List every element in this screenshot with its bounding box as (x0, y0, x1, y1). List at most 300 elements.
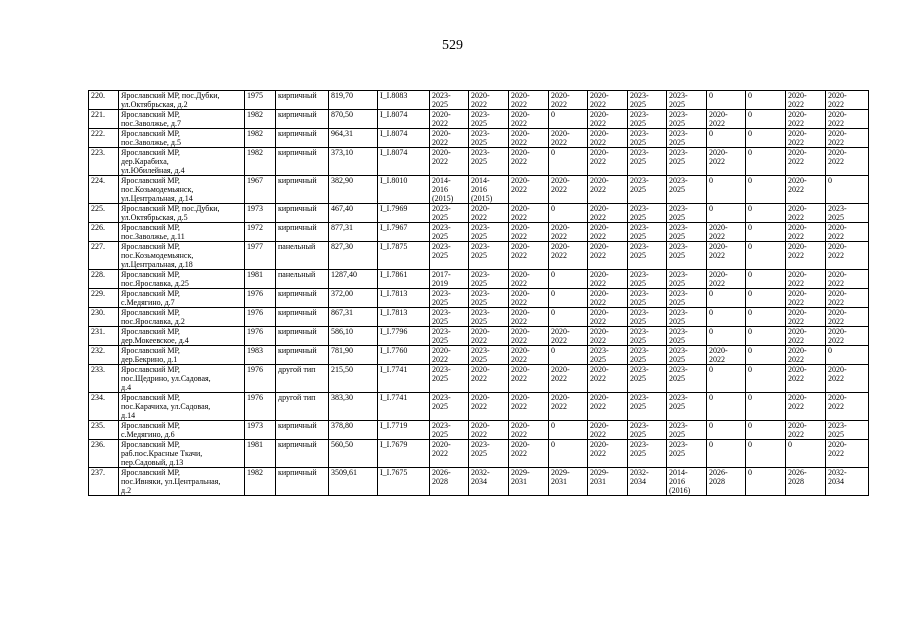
cell-period-8: 0 (707, 129, 746, 148)
page-number: 529 (442, 38, 463, 53)
cell-period-8: 2026- 2028 (707, 468, 746, 496)
cell-period-6: 2023- 2025 (628, 289, 667, 308)
cell-total-area: 560,50 (329, 440, 378, 468)
cell-period-3: 2020- 2022 (509, 223, 549, 242)
cell-period-11: 2020- 2022 (826, 223, 869, 242)
cell-period-9: 0 (746, 421, 786, 440)
cell-period-8: 2020- 2022 (707, 270, 746, 289)
cell-period-6: 2023- 2025 (628, 327, 667, 346)
cell-period-2: 2020- 2022 (469, 204, 509, 223)
cell-period-4: 2020- 2022 (549, 327, 588, 346)
cell-period-5: 2020- 2022 (588, 289, 628, 308)
cell-address: Ярославский МР, пос.Ярославка, д.2 (119, 308, 245, 327)
cell-wall-material: кирпичный (276, 308, 329, 327)
cell-period-1: 2023- 2025 (430, 289, 469, 308)
cell-period-2: 2023- 2025 (469, 242, 509, 270)
cell-year-built: 1976 (245, 327, 276, 346)
cell-period-1: 2020- 2022 (430, 440, 469, 468)
cell-address: Ярославский МР, дер.Карабиха, ул.Юбилейная, д.4 (119, 148, 245, 176)
cell-period-4: 2020- 2022 (549, 91, 588, 110)
cell-period-8: 0 (707, 440, 746, 468)
cell-period-11: 2020- 2022 (826, 148, 869, 176)
cell-period-2: 2020- 2022 (469, 365, 509, 393)
cell-period-10: 2020- 2022 (786, 270, 826, 289)
cell-period-7: 2023- 2025 (667, 110, 707, 129)
cell-period-6: 2023- 2025 (628, 421, 667, 440)
cell-period-7: 2023- 2025 (667, 148, 707, 176)
cell-period-8: 2020- 2022 (707, 242, 746, 270)
cell-period-7: 2023- 2025 (667, 393, 707, 421)
cell-period-10: 2020- 2022 (786, 204, 826, 223)
cell-wall-material: кирпичный (276, 129, 329, 148)
cell-year-built: 1976 (245, 289, 276, 308)
cell-period-11: 2020- 2022 (826, 91, 869, 110)
cell-period-8: 0 (707, 289, 746, 308)
cell-period-9: 0 (746, 176, 786, 204)
cell-period-3: 2020- 2022 (509, 289, 549, 308)
cell-object-code: I_I.7861 (378, 270, 430, 289)
cell-period-2: 2023- 2025 (469, 346, 509, 365)
cell-period-6: 2023- 2025 (628, 346, 667, 365)
cell-period-4: 2020- 2022 (549, 393, 588, 421)
cell-period-10: 2020- 2022 (786, 223, 826, 242)
cell-row-number: 229. (89, 289, 119, 308)
cell-period-8: 2020- 2022 (707, 110, 746, 129)
cell-period-1: 2023- 2025 (430, 204, 469, 223)
cell-wall-material: кирпичный (276, 327, 329, 346)
cell-object-code: I_I.8074 (378, 110, 430, 129)
cell-period-2: 2023- 2025 (469, 223, 509, 242)
table-row (89, 270, 869, 289)
cell-total-area: 215,50 (329, 365, 378, 393)
cell-row-number: 220. (89, 91, 119, 110)
table-row (89, 204, 869, 223)
cell-period-11: 2020- 2022 (826, 110, 869, 129)
cell-period-1: 2023- 2025 (430, 421, 469, 440)
cell-period-2: 2020- 2022 (469, 91, 509, 110)
cell-period-7: 2023- 2025 (667, 346, 707, 365)
table-row (89, 468, 869, 496)
cell-total-area: 467,40 (329, 204, 378, 223)
cell-wall-material: кирпичный (276, 110, 329, 129)
cell-period-5: 2020- 2022 (588, 440, 628, 468)
cell-period-11: 2020- 2022 (826, 327, 869, 346)
cell-period-5: 2023- 2025 (588, 346, 628, 365)
cell-period-3: 2020- 2022 (509, 148, 549, 176)
cell-period-11: 0 (826, 346, 869, 365)
cell-address: Ярославский МР, пос.Заволжье, д.5 (119, 129, 245, 148)
cell-period-10: 2020- 2022 (786, 289, 826, 308)
cell-year-built: 1976 (245, 393, 276, 421)
cell-period-2: 2020- 2022 (469, 327, 509, 346)
cell-total-area: 1287,40 (329, 270, 378, 289)
cell-period-9: 0 (746, 327, 786, 346)
table-row (89, 327, 869, 346)
cell-period-3: 2020- 2022 (509, 346, 549, 365)
cell-period-2: 2023- 2025 (469, 110, 509, 129)
cell-period-4: 0 (549, 270, 588, 289)
cell-period-1: 2023- 2025 (430, 242, 469, 270)
cell-period-9: 0 (746, 129, 786, 148)
cell-period-5: 2020- 2022 (588, 308, 628, 327)
cell-period-6: 2023- 2025 (628, 176, 667, 204)
cell-period-9: 0 (746, 289, 786, 308)
cell-period-8: 0 (707, 308, 746, 327)
cell-year-built: 1982 (245, 110, 276, 129)
cell-row-number: 232. (89, 346, 119, 365)
cell-period-9: 0 (746, 468, 786, 496)
cell-period-3: 2020- 2022 (509, 270, 549, 289)
cell-period-9: 0 (746, 148, 786, 176)
cell-period-11: 2020- 2022 (826, 393, 869, 421)
cell-address: Ярославский МР, пос.Дубки, ул.Октябрьская, д.2 (119, 91, 245, 110)
cell-total-area: 877,31 (329, 223, 378, 242)
cell-period-3: 2020- 2022 (509, 308, 549, 327)
cell-wall-material: кирпичный (276, 176, 329, 204)
table-row (89, 242, 869, 270)
cell-total-area: 372,00 (329, 289, 378, 308)
cell-wall-material: кирпичный (276, 346, 329, 365)
cell-period-6: 2032- 2034 (628, 468, 667, 496)
cell-period-7: 2023- 2025 (667, 176, 707, 204)
cell-period-10: 2020- 2022 (786, 327, 826, 346)
cell-object-code: I_I.7875 (378, 242, 430, 270)
cell-address: Ярославский МР, пос.Заволжье, д.7 (119, 110, 245, 129)
cell-object-code: I_I.8010 (378, 176, 430, 204)
cell-period-6: 2023- 2025 (628, 91, 667, 110)
cell-period-1: 2020- 2022 (430, 346, 469, 365)
cell-period-11: 2023- 2025 (826, 204, 869, 223)
cell-period-10: 2020- 2022 (786, 242, 826, 270)
cell-wall-material: кирпичный (276, 204, 329, 223)
cell-period-3: 2020- 2022 (509, 327, 549, 346)
table-row (89, 421, 869, 440)
cell-period-5: 2020- 2022 (588, 393, 628, 421)
cell-period-6: 2023- 2025 (628, 204, 667, 223)
cell-period-7: 2023- 2025 (667, 365, 707, 393)
cell-object-code: I_I.7813 (378, 308, 430, 327)
cell-period-8: 0 (707, 204, 746, 223)
table-row (89, 110, 869, 129)
cell-period-5: 2020- 2022 (588, 110, 628, 129)
cell-total-area: 383,30 (329, 393, 378, 421)
cell-address: Ярославский МР, пос.Заволжье, д.11 (119, 223, 245, 242)
cell-period-3: 2020- 2022 (509, 365, 549, 393)
table-row (89, 393, 869, 421)
table-row (89, 365, 869, 393)
cell-year-built: 1983 (245, 346, 276, 365)
cell-period-1: 2020- 2022 (430, 148, 469, 176)
table-row (89, 148, 869, 176)
cell-total-area: 867,31 (329, 308, 378, 327)
cell-period-7: 2023- 2025 (667, 242, 707, 270)
cell-period-3: 2020- 2022 (509, 242, 549, 270)
cell-period-3: 2020- 2022 (509, 91, 549, 110)
cell-period-4: 2020- 2022 (549, 129, 588, 148)
cell-period-9: 0 (746, 346, 786, 365)
cell-period-2: 2023- 2025 (469, 289, 509, 308)
cell-year-built: 1972 (245, 223, 276, 242)
cell-period-11: 2020- 2022 (826, 242, 869, 270)
cell-period-7: 2023- 2025 (667, 270, 707, 289)
cell-period-9: 0 (746, 91, 786, 110)
cell-period-10: 2020- 2022 (786, 421, 826, 440)
cell-period-6: 2023- 2025 (628, 110, 667, 129)
cell-period-7: 2023- 2025 (667, 129, 707, 148)
cell-object-code: I_I.7675 (378, 468, 430, 496)
cell-period-7: 2023- 2025 (667, 440, 707, 468)
cell-row-number: 233. (89, 365, 119, 393)
cell-year-built: 1977 (245, 242, 276, 270)
cell-period-5: 2020- 2022 (588, 176, 628, 204)
cell-period-2: 2032- 2034 (469, 468, 509, 496)
cell-wall-material: другой тип (276, 393, 329, 421)
cell-total-area: 870,50 (329, 110, 378, 129)
cell-period-3: 2020- 2022 (509, 176, 549, 204)
cell-object-code: I_I.8083 (378, 91, 430, 110)
cell-period-8: 2020- 2022 (707, 148, 746, 176)
cell-period-5: 2020- 2022 (588, 242, 628, 270)
cell-period-1: 2017- 2019 (430, 270, 469, 289)
cell-period-10: 2020- 2022 (786, 346, 826, 365)
cell-address: Ярославский МР, дер.Мокеевское, д.4 (119, 327, 245, 346)
cell-period-3: 2029- 2031 (509, 468, 549, 496)
cell-period-2: 2020- 2022 (469, 393, 509, 421)
cell-period-9: 0 (746, 440, 786, 468)
cell-total-area: 964,31 (329, 129, 378, 148)
cell-period-1: 2023- 2025 (430, 308, 469, 327)
cell-period-10: 2020- 2022 (786, 308, 826, 327)
cell-year-built: 1973 (245, 421, 276, 440)
cell-period-7: 2023- 2025 (667, 204, 707, 223)
cell-row-number: 225. (89, 204, 119, 223)
cell-period-1: 2023- 2025 (430, 91, 469, 110)
cell-wall-material: кирпичный (276, 421, 329, 440)
cell-period-10: 2020- 2022 (786, 393, 826, 421)
cell-year-built: 1976 (245, 365, 276, 393)
cell-object-code: I_I.7741 (378, 393, 430, 421)
cell-year-built: 1982 (245, 129, 276, 148)
table-row (89, 176, 869, 204)
cell-period-9: 0 (746, 393, 786, 421)
cell-period-11: 2020- 2022 (826, 289, 869, 308)
cell-row-number: 228. (89, 270, 119, 289)
cell-period-4: 0 (549, 308, 588, 327)
cell-wall-material: другой тип (276, 365, 329, 393)
cell-period-2: 2023- 2025 (469, 270, 509, 289)
cell-period-2: 2023- 2025 (469, 129, 509, 148)
cell-total-area: 827,30 (329, 242, 378, 270)
cell-address: Ярославский МР, пос.Дубки, ул.Октябрьская, д.5 (119, 204, 245, 223)
cell-total-area: 382,90 (329, 176, 378, 204)
cell-period-5: 2020- 2022 (588, 129, 628, 148)
cell-period-11: 2020- 2022 (826, 270, 869, 289)
cell-row-number: 224. (89, 176, 119, 204)
housing-register-table (88, 90, 869, 496)
cell-period-4: 0 (549, 421, 588, 440)
cell-period-9: 0 (746, 242, 786, 270)
cell-period-4: 2020- 2022 (549, 176, 588, 204)
cell-address: Ярославский МР, пос.Ивняки, ул.Центральная, д.2 (119, 468, 245, 496)
cell-year-built: 1975 (245, 91, 276, 110)
cell-wall-material: кирпичный (276, 468, 329, 496)
cell-period-4: 0 (549, 346, 588, 365)
cell-period-7: 2023- 2025 (667, 308, 707, 327)
cell-period-5: 2020- 2022 (588, 91, 628, 110)
cell-address: Ярославский МР, раб.пос.Красные Ткачи, пер.Садовый, д.13 (119, 440, 245, 468)
cell-period-6: 2023- 2025 (628, 270, 667, 289)
cell-period-6: 2023- 2025 (628, 148, 667, 176)
cell-period-2: 2023- 2025 (469, 308, 509, 327)
cell-period-7: 2023- 2025 (667, 223, 707, 242)
cell-period-10: 2020- 2022 (786, 110, 826, 129)
cell-row-number: 236. (89, 440, 119, 468)
cell-address: Ярославский МР, пос.Козьмодемьянск, ул.Центральная, д.18 (119, 242, 245, 270)
cell-row-number: 230. (89, 308, 119, 327)
cell-period-3: 2020- 2022 (509, 110, 549, 129)
cell-year-built: 1982 (245, 148, 276, 176)
table-row (89, 223, 869, 242)
cell-row-number: 234. (89, 393, 119, 421)
cell-period-4: 2020- 2022 (549, 242, 588, 270)
cell-year-built: 1981 (245, 270, 276, 289)
cell-address: Ярославский МР, с.Медягино, д.7 (119, 289, 245, 308)
cell-wall-material: кирпичный (276, 223, 329, 242)
cell-period-5: 2029- 2031 (588, 468, 628, 496)
cell-period-10: 2020- 2022 (786, 91, 826, 110)
table-row (89, 289, 869, 308)
cell-object-code: I_I.7813 (378, 289, 430, 308)
cell-row-number: 221. (89, 110, 119, 129)
cell-address: Ярославский МР, с.Медягино, д.6 (119, 421, 245, 440)
cell-period-1: 2023- 2025 (430, 223, 469, 242)
cell-period-5: 2020- 2022 (588, 327, 628, 346)
cell-total-area: 373,10 (329, 148, 378, 176)
cell-period-5: 2020- 2022 (588, 148, 628, 176)
cell-total-area: 3509,61 (329, 468, 378, 496)
cell-period-4: 0 (549, 110, 588, 129)
cell-period-3: 2020- 2022 (509, 204, 549, 223)
cell-period-8: 2020- 2022 (707, 223, 746, 242)
cell-object-code: I_I.7796 (378, 327, 430, 346)
cell-period-4: 0 (549, 289, 588, 308)
cell-object-code: I_I.7967 (378, 223, 430, 242)
cell-period-8: 0 (707, 327, 746, 346)
cell-period-3: 2020- 2022 (509, 393, 549, 421)
cell-period-4: 0 (549, 148, 588, 176)
cell-period-6: 2023- 2025 (628, 440, 667, 468)
cell-period-8: 0 (707, 91, 746, 110)
cell-row-number: 222. (89, 129, 119, 148)
cell-period-9: 0 (746, 365, 786, 393)
cell-period-9: 0 (746, 223, 786, 242)
table-row (89, 91, 869, 110)
cell-period-9: 0 (746, 204, 786, 223)
cell-period-1: 2023- 2025 (430, 393, 469, 421)
cell-period-10: 0 (786, 440, 826, 468)
cell-period-11: 2020- 2022 (826, 308, 869, 327)
cell-period-10: 2026- 2028 (786, 468, 826, 496)
cell-row-number: 231. (89, 327, 119, 346)
cell-period-8: 0 (707, 365, 746, 393)
cell-total-area: 781,90 (329, 346, 378, 365)
cell-period-4: 2029- 2031 (549, 468, 588, 496)
cell-address: Ярославский МР, пос.Щедрино, ул.Садовая, д.4 (119, 365, 245, 393)
cell-wall-material: кирпичный (276, 440, 329, 468)
cell-period-10: 2020- 2022 (786, 148, 826, 176)
cell-period-1: 2014- 2016 (2015) (430, 176, 469, 204)
cell-period-9: 0 (746, 270, 786, 289)
cell-period-7: 2014- 2016 (2016) (667, 468, 707, 496)
cell-period-11: 2020- 2022 (826, 440, 869, 468)
cell-year-built: 1982 (245, 468, 276, 496)
cell-object-code: I_I.7719 (378, 421, 430, 440)
cell-row-number: 226. (89, 223, 119, 242)
cell-address: Ярославский МР, пос.Козьмодемьянск, ул.Центральная, д.14 (119, 176, 245, 204)
cell-period-2: 2020- 2022 (469, 421, 509, 440)
cell-year-built: 1973 (245, 204, 276, 223)
cell-period-11: 2023- 2025 (826, 421, 869, 440)
cell-period-8: 2020- 2022 (707, 346, 746, 365)
cell-year-built: 1976 (245, 308, 276, 327)
cell-period-7: 2023- 2025 (667, 327, 707, 346)
cell-period-7: 2023- 2025 (667, 91, 707, 110)
cell-year-built: 1981 (245, 440, 276, 468)
cell-address: Ярославский МР, пос.Ярославка, д.25 (119, 270, 245, 289)
cell-period-9: 0 (746, 110, 786, 129)
cell-period-6: 2023- 2025 (628, 242, 667, 270)
cell-period-4: 2020- 2022 (549, 365, 588, 393)
table-row (89, 440, 869, 468)
cell-object-code: I_I.7760 (378, 346, 430, 365)
cell-row-number: 223. (89, 148, 119, 176)
cell-period-6: 2023- 2025 (628, 365, 667, 393)
cell-period-10: 2020- 2022 (786, 365, 826, 393)
cell-period-4: 0 (549, 204, 588, 223)
table-row (89, 346, 869, 365)
cell-period-10: 2020- 2022 (786, 176, 826, 204)
cell-object-code: I_I.8074 (378, 148, 430, 176)
cell-period-6: 2023- 2025 (628, 129, 667, 148)
cell-period-3: 2020- 2022 (509, 421, 549, 440)
table-row (89, 129, 869, 148)
cell-period-1: 2020- 2022 (430, 110, 469, 129)
cell-period-3: 2020- 2022 (509, 440, 549, 468)
cell-period-6: 2023- 2025 (628, 393, 667, 421)
cell-total-area: 586,10 (329, 327, 378, 346)
cell-object-code: I_I.8074 (378, 129, 430, 148)
cell-period-5: 2020- 2022 (588, 365, 628, 393)
cell-period-5: 2020- 2022 (588, 421, 628, 440)
cell-period-11: 0 (826, 176, 869, 204)
cell-period-7: 2023- 2025 (667, 421, 707, 440)
cell-total-area: 819,70 (329, 91, 378, 110)
cell-period-11: 2020- 2022 (826, 129, 869, 148)
cell-object-code: I_I.7679 (378, 440, 430, 468)
cell-row-number: 237. (89, 468, 119, 496)
cell-address: Ярославский МР, пос.Карачиха, ул.Садовая, д.14 (119, 393, 245, 421)
cell-period-5: 2020- 2022 (588, 223, 628, 242)
cell-period-5: 2020- 2022 (588, 204, 628, 223)
cell-period-4: 0 (549, 440, 588, 468)
cell-period-7: 2023- 2025 (667, 289, 707, 308)
cell-period-8: 0 (707, 176, 746, 204)
cell-address: Ярославский МР, дер.Бекрино, д.1 (119, 346, 245, 365)
cell-period-1: 2026- 2028 (430, 468, 469, 496)
cell-period-1: 2020- 2022 (430, 129, 469, 148)
cell-period-2: 2023- 2025 (469, 440, 509, 468)
cell-period-11: 2020- 2022 (826, 365, 869, 393)
